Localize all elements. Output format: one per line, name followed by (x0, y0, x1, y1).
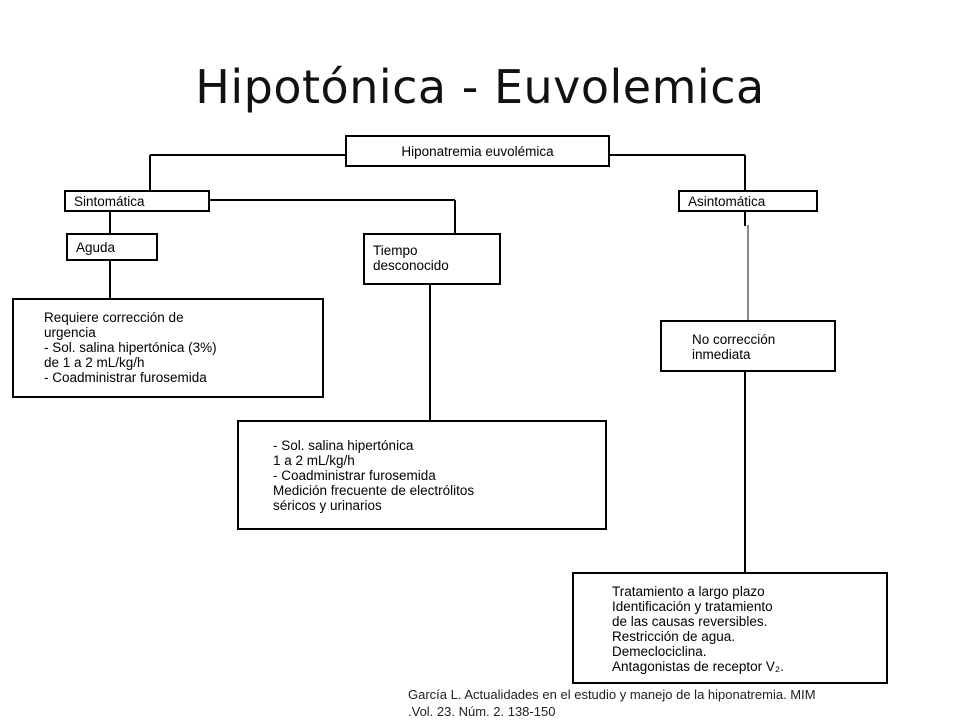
citation-line-1: García L. Actualidades en el estudio y manejo de la hiponatremia. MIM (408, 687, 816, 702)
box-desconocido-tratamiento: - Sol. salina hipertónica 1 a 2 mL/kg/h - Coadministrar furosemida Medición frecuente de electrólitos séricos y urinarios (237, 420, 607, 530)
box-hiponatremia-euvolemica: Hiponatremia euvolémica (345, 135, 610, 167)
box-no-correccion: No corrección inmediata (660, 320, 836, 372)
box-asintomatica: Asintomática (678, 190, 818, 212)
box-aguda: Aguda (66, 233, 158, 261)
slide-title: Hipotónica - Euvolemica (195, 60, 765, 114)
box-largo-plazo: Tratamiento a largo plazo Identificación y tratamiento de las causas reversibles. Restricción de agua. Demeclociclina. Antagonistas de receptor V₂. (572, 572, 888, 684)
box-tiempo-desconocido: Tiempo desconocido (363, 233, 501, 285)
box-aguda-tratamiento: Requiere corrección de urgencia - Sol. salina hipertónica (3%) de 1 a 2 mL/kg/h - Coadministrar furosemida (12, 298, 324, 398)
box-sintomatica: Sintomática (64, 190, 210, 212)
citation (408, 686, 938, 720)
citation-line-2: .Vol. 23. Núm. 2. 138-150 (408, 704, 556, 719)
